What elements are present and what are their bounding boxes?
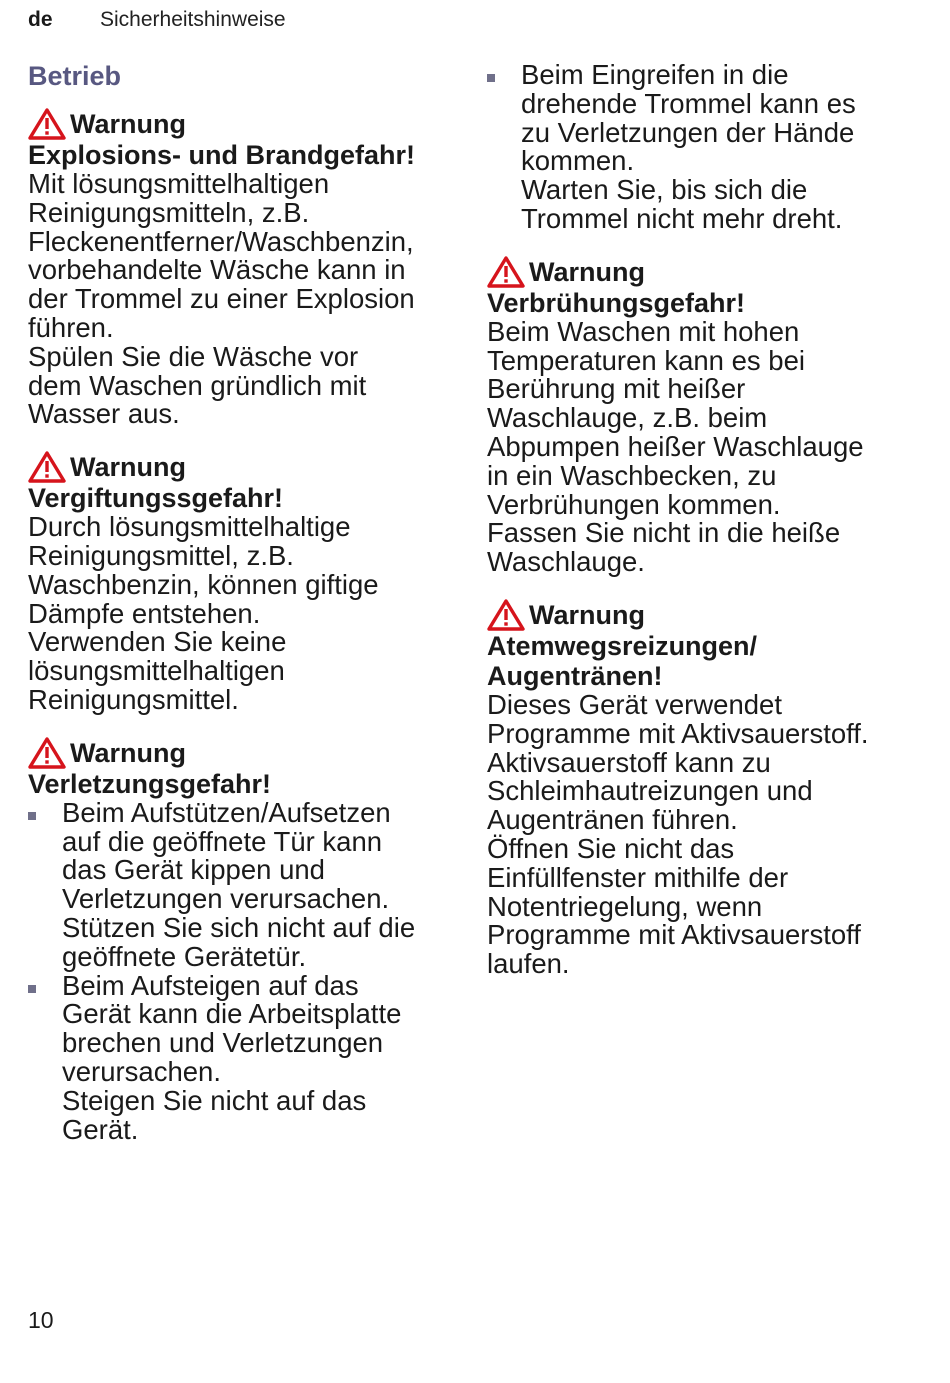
- left-column: [28, 58, 458, 1144]
- warning-heading: [28, 108, 458, 140]
- hazard-title: Verbrühungsgefahr!: [487, 287, 746, 318]
- hazard-title: Verletzungsgefahr!: [28, 768, 272, 799]
- right-column: [487, 61, 927, 979]
- square-bullet-icon: [28, 812, 36, 820]
- warning-triangle-icon: [28, 108, 66, 140]
- warning-block-scalding: [487, 256, 927, 577]
- list-item: Beim Aufstützen/Aufsetzen auf die geöffnete Tür kann das Gerät kippen und Verletzungen verursachen. Stützen Sie sich nicht auf die geöffnete Gerätetür.: [28, 799, 458, 972]
- page-header: [28, 6, 286, 34]
- hazard-title: Atemwegsreizungen/ Augentränen!: [487, 630, 758, 691]
- warning-triangle-icon: [28, 737, 66, 769]
- page-number: 10: [28, 1307, 54, 1333]
- bullet-list: [487, 61, 927, 234]
- hazard-title: Explosions- und Brandgefahr!: [28, 140, 416, 170]
- warning-label: Warnung: [529, 256, 645, 287]
- warning-text: Beim Waschen mit hohen Temperaturen kann es bei Berührung mit heißer Waschlauge, z.B. beim Abpumpen heißer Waschlauge in ein Waschbecken, zu Verbrühungen kommen. Fassen Sie nicht in die heiße Waschlauge.: [487, 315, 864, 578]
- header-section-title: Sicherheitshinweise: [100, 8, 286, 31]
- warning-text: Durch lösungsmittelhaltige Reinigungsmittel, z.B. Waschbenzin, können giftige Dämpfe entstehen. Verwenden Sie keine lösungsmittelhaltigen Reinigungsmittel.: [28, 511, 379, 715]
- bullet-list: [28, 796, 458, 1145]
- warning-text: Mit lösungsmittelhaltigen Reinigungsmitteln, z.B. Fleckenentferner/Waschbenzin, vorbehandelte Wäsche kann in der Trommel zu einer Explosion führen. Spülen Sie die Wäsche vor dem Waschen gründlich mit Wasser aus.: [28, 168, 415, 430]
- warning-label: Warnung: [70, 109, 186, 139]
- hazard-title: Vergiftungssgefahr!: [28, 483, 284, 514]
- warning-label: Warnung: [529, 599, 645, 630]
- warning-triangle-icon: [487, 256, 525, 288]
- warning-heading: [28, 451, 458, 483]
- warning-label: Warnung: [70, 452, 186, 483]
- warning-text: Dieses Gerät verwendet Programme mit Aktivsauerstoff. Aktivsauerstoff kann zu Schleimhautreizungen und Augentränen führen. Öffnen Sie nicht das Einfüllfenster mithilfe der Notentriegelung, wenn Programme mit Aktivsauerstoff laufen.: [487, 688, 869, 980]
- warning-heading: [487, 599, 927, 631]
- warning-triangle-icon: [28, 451, 66, 483]
- warning-block-respiratory: [487, 599, 927, 979]
- warning-block-injury: [28, 737, 458, 1145]
- list-item: Beim Aufsteigen auf das Gerät kann die Arbeitsplatte brechen und Verletzungen verursachen. Steigen Sie nicht auf das Gerät.: [28, 972, 458, 1145]
- warning-block-poisoning: [28, 451, 458, 715]
- warning-block-explosion: [28, 108, 458, 429]
- warning-triangle-icon: [487, 599, 525, 631]
- warning-label: Warnung: [70, 737, 186, 768]
- language-code: de: [28, 8, 53, 31]
- section-title: Betrieb: [28, 61, 122, 91]
- square-bullet-icon: [28, 985, 36, 993]
- list-item: Beim Eingreifen in die drehende Trommel kann es zu Verletzungen der Hände kommen. Warten Sie, bis sich die Trommel nicht mehr dreht.: [487, 61, 927, 234]
- warning-heading: [487, 256, 927, 288]
- square-bullet-icon: [487, 74, 495, 82]
- warning-heading: [28, 737, 458, 769]
